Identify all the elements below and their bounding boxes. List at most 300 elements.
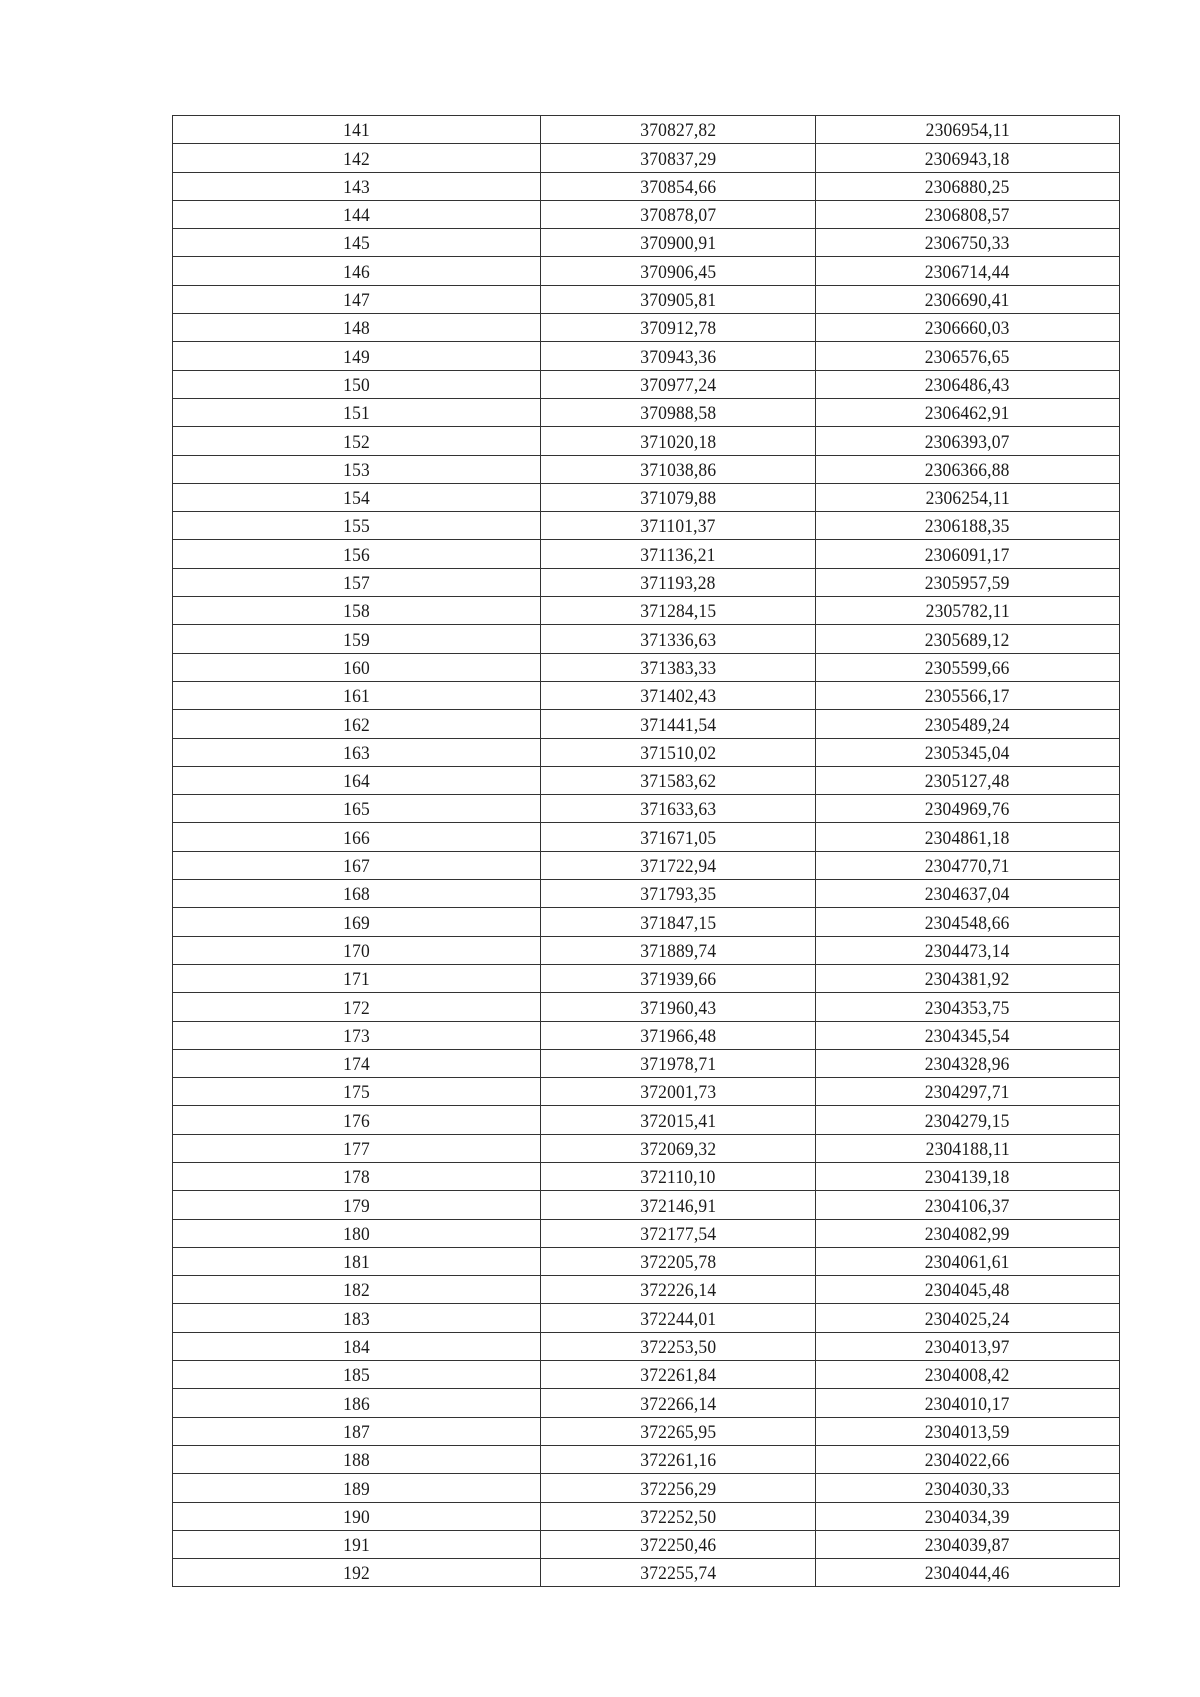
y-coordinate-cell [816, 908, 1120, 936]
table-row [173, 342, 1120, 370]
x-coordinate-text: 371583,62 [640, 771, 716, 793]
y-coordinate-cell [816, 257, 1120, 285]
y-coordinate-cell [816, 1559, 1120, 1587]
x-coordinate-text: 372256,29 [640, 1478, 716, 1500]
y-coordinate-text: 2304139,18 [925, 1167, 1010, 1189]
point-number-cell [173, 257, 541, 285]
x-coordinate-text: 370943,36 [640, 346, 716, 368]
y-coordinate-text: 2304045,48 [925, 1280, 1010, 1302]
x-coordinate-text: 370988,58 [640, 403, 716, 425]
table-row [173, 597, 1120, 625]
point-number-cell [173, 851, 541, 879]
y-coordinate-text: 2304297,71 [925, 1082, 1010, 1104]
x-coordinate-text: 372252,50 [640, 1506, 716, 1528]
x-coordinate-cell [541, 653, 816, 681]
x-coordinate-cell [541, 1417, 816, 1445]
x-coordinate-text: 371284,15 [640, 601, 716, 623]
x-coordinate-cell [541, 1078, 816, 1106]
x-coordinate-text: 370854,66 [640, 176, 716, 198]
x-coordinate-text: 372261,84 [640, 1365, 716, 1387]
point-number-cell [173, 398, 541, 426]
y-coordinate-text: 2304061,61 [925, 1252, 1010, 1274]
y-coordinate-cell [816, 200, 1120, 228]
point-number-text: 151 [343, 403, 370, 425]
table-row [173, 483, 1120, 511]
table-row [173, 455, 1120, 483]
point-number-text: 187 [343, 1421, 370, 1443]
y-coordinate-text: 2306486,43 [925, 374, 1010, 396]
point-number-text: 145 [343, 233, 370, 255]
point-number-cell [173, 795, 541, 823]
table-row [173, 172, 1120, 200]
x-coordinate-text: 371101,37 [640, 516, 716, 538]
y-coordinate-text: 2304345,54 [925, 1025, 1010, 1047]
table-row [173, 1417, 1120, 1445]
coordinates-table-body [173, 116, 1120, 1587]
x-coordinate-text: 371633,63 [640, 799, 716, 821]
coordinates-table [172, 115, 1120, 1587]
y-coordinate-cell [816, 172, 1120, 200]
y-coordinate-cell [816, 1191, 1120, 1219]
y-coordinate-text: 2305345,04 [925, 742, 1010, 764]
point-number-cell [173, 1389, 541, 1417]
y-coordinate-text: 2306254,11 [925, 488, 1010, 510]
table-row [173, 1361, 1120, 1389]
x-coordinate-text: 370977,24 [640, 374, 716, 396]
y-coordinate-cell [816, 1162, 1120, 1190]
x-coordinate-text: 370900,91 [640, 233, 716, 255]
table-row [173, 1332, 1120, 1360]
y-coordinate-cell [816, 1361, 1120, 1389]
y-coordinate-cell [816, 1078, 1120, 1106]
x-coordinate-text: 371193,28 [640, 573, 716, 595]
point-number-text: 179 [343, 1195, 370, 1217]
point-number-cell [173, 1106, 541, 1134]
y-coordinate-cell [816, 427, 1120, 455]
point-number-cell [173, 1276, 541, 1304]
point-number-cell [173, 908, 541, 936]
x-coordinate-cell [541, 597, 816, 625]
point-number-text: 144 [343, 205, 370, 227]
x-coordinate-cell [541, 1247, 816, 1275]
table-row [173, 427, 1120, 455]
point-number-cell [173, 540, 541, 568]
point-number-text: 184 [343, 1337, 370, 1359]
point-number-cell [173, 1502, 541, 1530]
y-coordinate-text: 2306750,33 [925, 233, 1010, 255]
point-number-cell [173, 993, 541, 1021]
y-coordinate-text: 2304025,24 [925, 1308, 1010, 1330]
y-coordinate-cell [816, 370, 1120, 398]
table-row [173, 1191, 1120, 1219]
y-coordinate-text: 2304082,99 [925, 1223, 1010, 1245]
point-number-cell [173, 1530, 541, 1558]
y-coordinate-cell [816, 1502, 1120, 1530]
point-number-cell [173, 116, 541, 144]
y-coordinate-cell [816, 342, 1120, 370]
point-number-text: 192 [343, 1563, 370, 1585]
y-coordinate-text: 2304044,46 [925, 1563, 1010, 1585]
point-number-cell [173, 964, 541, 992]
point-number-cell [173, 1021, 541, 1049]
point-number-cell [173, 1134, 541, 1162]
x-coordinate-cell [541, 1276, 816, 1304]
y-coordinate-text: 2304106,37 [925, 1195, 1010, 1217]
table-row [173, 795, 1120, 823]
table-row [173, 1304, 1120, 1332]
point-number-text: 168 [343, 884, 370, 906]
point-number-text: 177 [343, 1138, 370, 1160]
x-coordinate-text: 370912,78 [640, 318, 716, 340]
point-number-cell [173, 1445, 541, 1473]
point-number-text: 191 [343, 1535, 370, 1557]
x-coordinate-text: 370906,45 [640, 261, 716, 283]
x-coordinate-text: 372244,01 [640, 1308, 716, 1330]
point-number-text: 172 [343, 997, 370, 1019]
point-number-text: 146 [343, 261, 370, 283]
y-coordinate-text: 2304008,42 [925, 1365, 1010, 1387]
x-coordinate-cell [541, 1134, 816, 1162]
x-coordinate-text: 372001,73 [640, 1082, 716, 1104]
point-number-cell [173, 427, 541, 455]
table-row [173, 880, 1120, 908]
point-number-cell [173, 342, 541, 370]
point-number-text: 183 [343, 1308, 370, 1330]
x-coordinate-text: 371793,35 [640, 884, 716, 906]
table-row [173, 285, 1120, 313]
table-row [173, 908, 1120, 936]
x-coordinate-text: 372177,54 [640, 1223, 716, 1245]
y-coordinate-cell [816, 597, 1120, 625]
y-coordinate-text: 2306954,11 [925, 120, 1010, 142]
table-row [173, 936, 1120, 964]
y-coordinate-text: 2306660,03 [925, 318, 1010, 340]
x-coordinate-cell [541, 370, 816, 398]
x-coordinate-cell [541, 512, 816, 540]
x-coordinate-cell [541, 1474, 816, 1502]
y-coordinate-text: 2305957,59 [925, 573, 1010, 595]
table-row [173, 993, 1120, 1021]
x-coordinate-cell [541, 766, 816, 794]
table-row [173, 964, 1120, 992]
point-number-cell [173, 483, 541, 511]
table-row [173, 1134, 1120, 1162]
x-coordinate-cell [541, 1389, 816, 1417]
point-number-text: 159 [343, 629, 370, 651]
y-coordinate-cell [816, 1304, 1120, 1332]
point-number-cell [173, 1219, 541, 1247]
x-coordinate-text: 372261,16 [640, 1450, 716, 1472]
y-coordinate-cell [816, 1389, 1120, 1417]
y-coordinate-text: 2305489,24 [925, 714, 1010, 736]
point-number-text: 161 [343, 686, 370, 708]
y-coordinate-cell [816, 738, 1120, 766]
y-coordinate-text: 2304279,15 [925, 1110, 1010, 1132]
x-coordinate-text: 371510,02 [640, 742, 716, 764]
table-row [173, 1559, 1120, 1587]
table-row [173, 681, 1120, 709]
y-coordinate-text: 2306188,35 [925, 516, 1010, 538]
x-coordinate-cell [541, 1559, 816, 1587]
y-coordinate-text: 2304861,18 [925, 827, 1010, 849]
y-coordinate-text: 2304188,11 [925, 1138, 1010, 1160]
x-coordinate-text: 371336,63 [640, 629, 716, 651]
y-coordinate-text: 2304353,75 [925, 997, 1010, 1019]
x-coordinate-cell [541, 1191, 816, 1219]
x-coordinate-cell [541, 398, 816, 426]
x-coordinate-text: 370827,82 [640, 120, 716, 142]
y-coordinate-text: 2305599,66 [925, 657, 1010, 679]
point-number-text: 169 [343, 912, 370, 934]
y-coordinate-text: 2306091,17 [925, 544, 1010, 566]
y-coordinate-text: 2306880,25 [925, 176, 1010, 198]
point-number-text: 162 [343, 714, 370, 736]
x-coordinate-cell [541, 1219, 816, 1247]
point-number-cell [173, 455, 541, 483]
x-coordinate-text: 371383,33 [640, 657, 716, 679]
point-number-text: 166 [343, 827, 370, 849]
point-number-cell [173, 1304, 541, 1332]
x-coordinate-cell [541, 200, 816, 228]
y-coordinate-text: 2304473,14 [925, 940, 1010, 962]
point-number-text: 173 [343, 1025, 370, 1047]
x-coordinate-text: 371889,74 [640, 940, 716, 962]
point-number-cell [173, 172, 541, 200]
point-number-cell [173, 1332, 541, 1360]
y-coordinate-cell [816, 1049, 1120, 1077]
point-number-cell [173, 597, 541, 625]
x-coordinate-cell [541, 681, 816, 709]
x-coordinate-cell [541, 342, 816, 370]
table-row [173, 1162, 1120, 1190]
y-coordinate-text: 2305782,11 [925, 601, 1010, 623]
x-coordinate-text: 371671,05 [640, 827, 716, 849]
y-coordinate-text: 2305566,17 [925, 686, 1010, 708]
point-number-text: 142 [343, 148, 370, 170]
x-coordinate-text: 372266,14 [640, 1393, 716, 1415]
table-row [173, 200, 1120, 228]
x-coordinate-cell [541, 710, 816, 738]
point-number-text: 176 [343, 1110, 370, 1132]
y-coordinate-cell [816, 681, 1120, 709]
point-number-cell [173, 1559, 541, 1587]
y-coordinate-cell [816, 653, 1120, 681]
point-number-text: 149 [343, 346, 370, 368]
y-coordinate-cell [816, 229, 1120, 257]
x-coordinate-cell [541, 483, 816, 511]
x-coordinate-cell [541, 116, 816, 144]
point-number-text: 148 [343, 318, 370, 340]
table-row [173, 540, 1120, 568]
y-coordinate-cell [816, 1332, 1120, 1360]
point-number-text: 152 [343, 431, 370, 453]
table-row [173, 710, 1120, 738]
point-number-cell [173, 880, 541, 908]
x-coordinate-cell [541, 795, 816, 823]
point-number-text: 181 [343, 1252, 370, 1274]
table-row [173, 766, 1120, 794]
y-coordinate-cell [816, 823, 1120, 851]
table-row [173, 1078, 1120, 1106]
x-coordinate-cell [541, 738, 816, 766]
y-coordinate-cell [816, 795, 1120, 823]
point-number-text: 150 [343, 374, 370, 396]
y-coordinate-cell [816, 144, 1120, 172]
table-row [173, 1276, 1120, 1304]
x-coordinate-cell [541, 568, 816, 596]
y-coordinate-cell [816, 483, 1120, 511]
x-coordinate-text: 372226,14 [640, 1280, 716, 1302]
y-coordinate-text: 2306462,91 [925, 403, 1010, 425]
table-row [173, 625, 1120, 653]
x-coordinate-cell [541, 172, 816, 200]
x-coordinate-cell [541, 908, 816, 936]
x-coordinate-cell [541, 1162, 816, 1190]
point-number-cell [173, 1361, 541, 1389]
y-coordinate-cell [816, 993, 1120, 1021]
y-coordinate-cell [816, 625, 1120, 653]
point-number-text: 189 [343, 1478, 370, 1500]
y-coordinate-text: 2304022,66 [925, 1450, 1010, 1472]
x-coordinate-cell [541, 1445, 816, 1473]
x-coordinate-text: 372255,74 [640, 1563, 716, 1585]
x-coordinate-text: 371402,43 [640, 686, 716, 708]
y-coordinate-cell [816, 285, 1120, 313]
point-number-text: 165 [343, 799, 370, 821]
x-coordinate-cell [541, 1332, 816, 1360]
x-coordinate-cell [541, 1304, 816, 1332]
table-row [173, 370, 1120, 398]
x-coordinate-text: 371978,71 [640, 1054, 716, 1076]
y-coordinate-cell [816, 314, 1120, 342]
point-number-cell [173, 625, 541, 653]
x-coordinate-cell [541, 964, 816, 992]
x-coordinate-text: 371020,18 [640, 431, 716, 453]
point-number-cell [173, 710, 541, 738]
x-coordinate-cell [541, 427, 816, 455]
point-number-cell [173, 229, 541, 257]
y-coordinate-cell [816, 540, 1120, 568]
y-coordinate-text: 2304039,87 [925, 1535, 1010, 1557]
y-coordinate-text: 2304013,59 [925, 1421, 1010, 1443]
table-row [173, 314, 1120, 342]
x-coordinate-cell [541, 229, 816, 257]
y-coordinate-text: 2306943,18 [925, 148, 1010, 170]
table-row [173, 823, 1120, 851]
point-number-text: 190 [343, 1506, 370, 1528]
x-coordinate-cell [541, 540, 816, 568]
table-row [173, 1530, 1120, 1558]
table-row [173, 1445, 1120, 1473]
table-row [173, 398, 1120, 426]
point-number-text: 174 [343, 1054, 370, 1076]
x-coordinate-text: 370878,07 [640, 205, 716, 227]
y-coordinate-text: 2305689,12 [925, 629, 1010, 651]
x-coordinate-cell [541, 285, 816, 313]
y-coordinate-text: 2306366,88 [925, 459, 1010, 481]
point-number-text: 160 [343, 657, 370, 679]
y-coordinate-text: 2304030,33 [925, 1478, 1010, 1500]
y-coordinate-text: 2304637,04 [925, 884, 1010, 906]
point-number-cell [173, 200, 541, 228]
point-number-cell [173, 1049, 541, 1077]
y-coordinate-cell [816, 1219, 1120, 1247]
y-coordinate-cell [816, 1445, 1120, 1473]
y-coordinate-text: 2304013,97 [925, 1337, 1010, 1359]
y-coordinate-text: 2305127,48 [925, 771, 1010, 793]
x-coordinate-cell [541, 1106, 816, 1134]
y-coordinate-cell [816, 710, 1120, 738]
point-number-cell [173, 1191, 541, 1219]
y-coordinate-cell [816, 1276, 1120, 1304]
table-row [173, 1049, 1120, 1077]
point-number-text: 141 [343, 120, 370, 142]
y-coordinate-cell [816, 1474, 1120, 1502]
y-coordinate-cell [816, 880, 1120, 908]
point-number-cell [173, 144, 541, 172]
y-coordinate-text: 2304548,66 [925, 912, 1010, 934]
x-coordinate-text: 371722,94 [640, 856, 716, 878]
point-number-text: 180 [343, 1223, 370, 1245]
point-number-text: 157 [343, 573, 370, 595]
y-coordinate-text: 2304969,76 [925, 799, 1010, 821]
y-coordinate-text: 2304010,17 [925, 1393, 1010, 1415]
x-coordinate-text: 372110,10 [640, 1167, 716, 1189]
y-coordinate-text: 2306714,44 [925, 261, 1010, 283]
x-coordinate-cell [541, 314, 816, 342]
point-number-cell [173, 1078, 541, 1106]
x-coordinate-cell [541, 880, 816, 908]
x-coordinate-text: 371960,43 [640, 997, 716, 1019]
point-number-cell [173, 653, 541, 681]
x-coordinate-text: 371847,15 [640, 912, 716, 934]
table-row [173, 1247, 1120, 1275]
x-coordinate-text: 371441,54 [640, 714, 716, 736]
point-number-text: 178 [343, 1167, 370, 1189]
y-coordinate-cell [816, 398, 1120, 426]
point-number-cell [173, 823, 541, 851]
x-coordinate-cell [541, 1049, 816, 1077]
point-number-cell [173, 681, 541, 709]
point-number-cell [173, 766, 541, 794]
x-coordinate-text: 371038,86 [640, 459, 716, 481]
point-number-text: 171 [343, 969, 370, 991]
y-coordinate-cell [816, 1106, 1120, 1134]
x-coordinate-text: 372146,91 [640, 1195, 716, 1217]
x-coordinate-cell [541, 1361, 816, 1389]
y-coordinate-text: 2306690,41 [925, 290, 1010, 312]
table-row [173, 1021, 1120, 1049]
y-coordinate-cell [816, 1247, 1120, 1275]
y-coordinate-text: 2304381,92 [925, 969, 1010, 991]
x-coordinate-cell [541, 1530, 816, 1558]
point-number-text: 167 [343, 856, 370, 878]
x-coordinate-cell [541, 625, 816, 653]
table-row [173, 1502, 1120, 1530]
point-number-cell [173, 1417, 541, 1445]
y-coordinate-cell [816, 512, 1120, 540]
y-coordinate-cell [816, 1530, 1120, 1558]
table-row [173, 851, 1120, 879]
y-coordinate-text: 2306393,07 [925, 431, 1010, 453]
table-row [173, 512, 1120, 540]
y-coordinate-cell [816, 116, 1120, 144]
point-number-text: 154 [343, 488, 370, 510]
table-row [173, 257, 1120, 285]
point-number-text: 164 [343, 771, 370, 793]
y-coordinate-cell [816, 964, 1120, 992]
x-coordinate-cell [541, 144, 816, 172]
